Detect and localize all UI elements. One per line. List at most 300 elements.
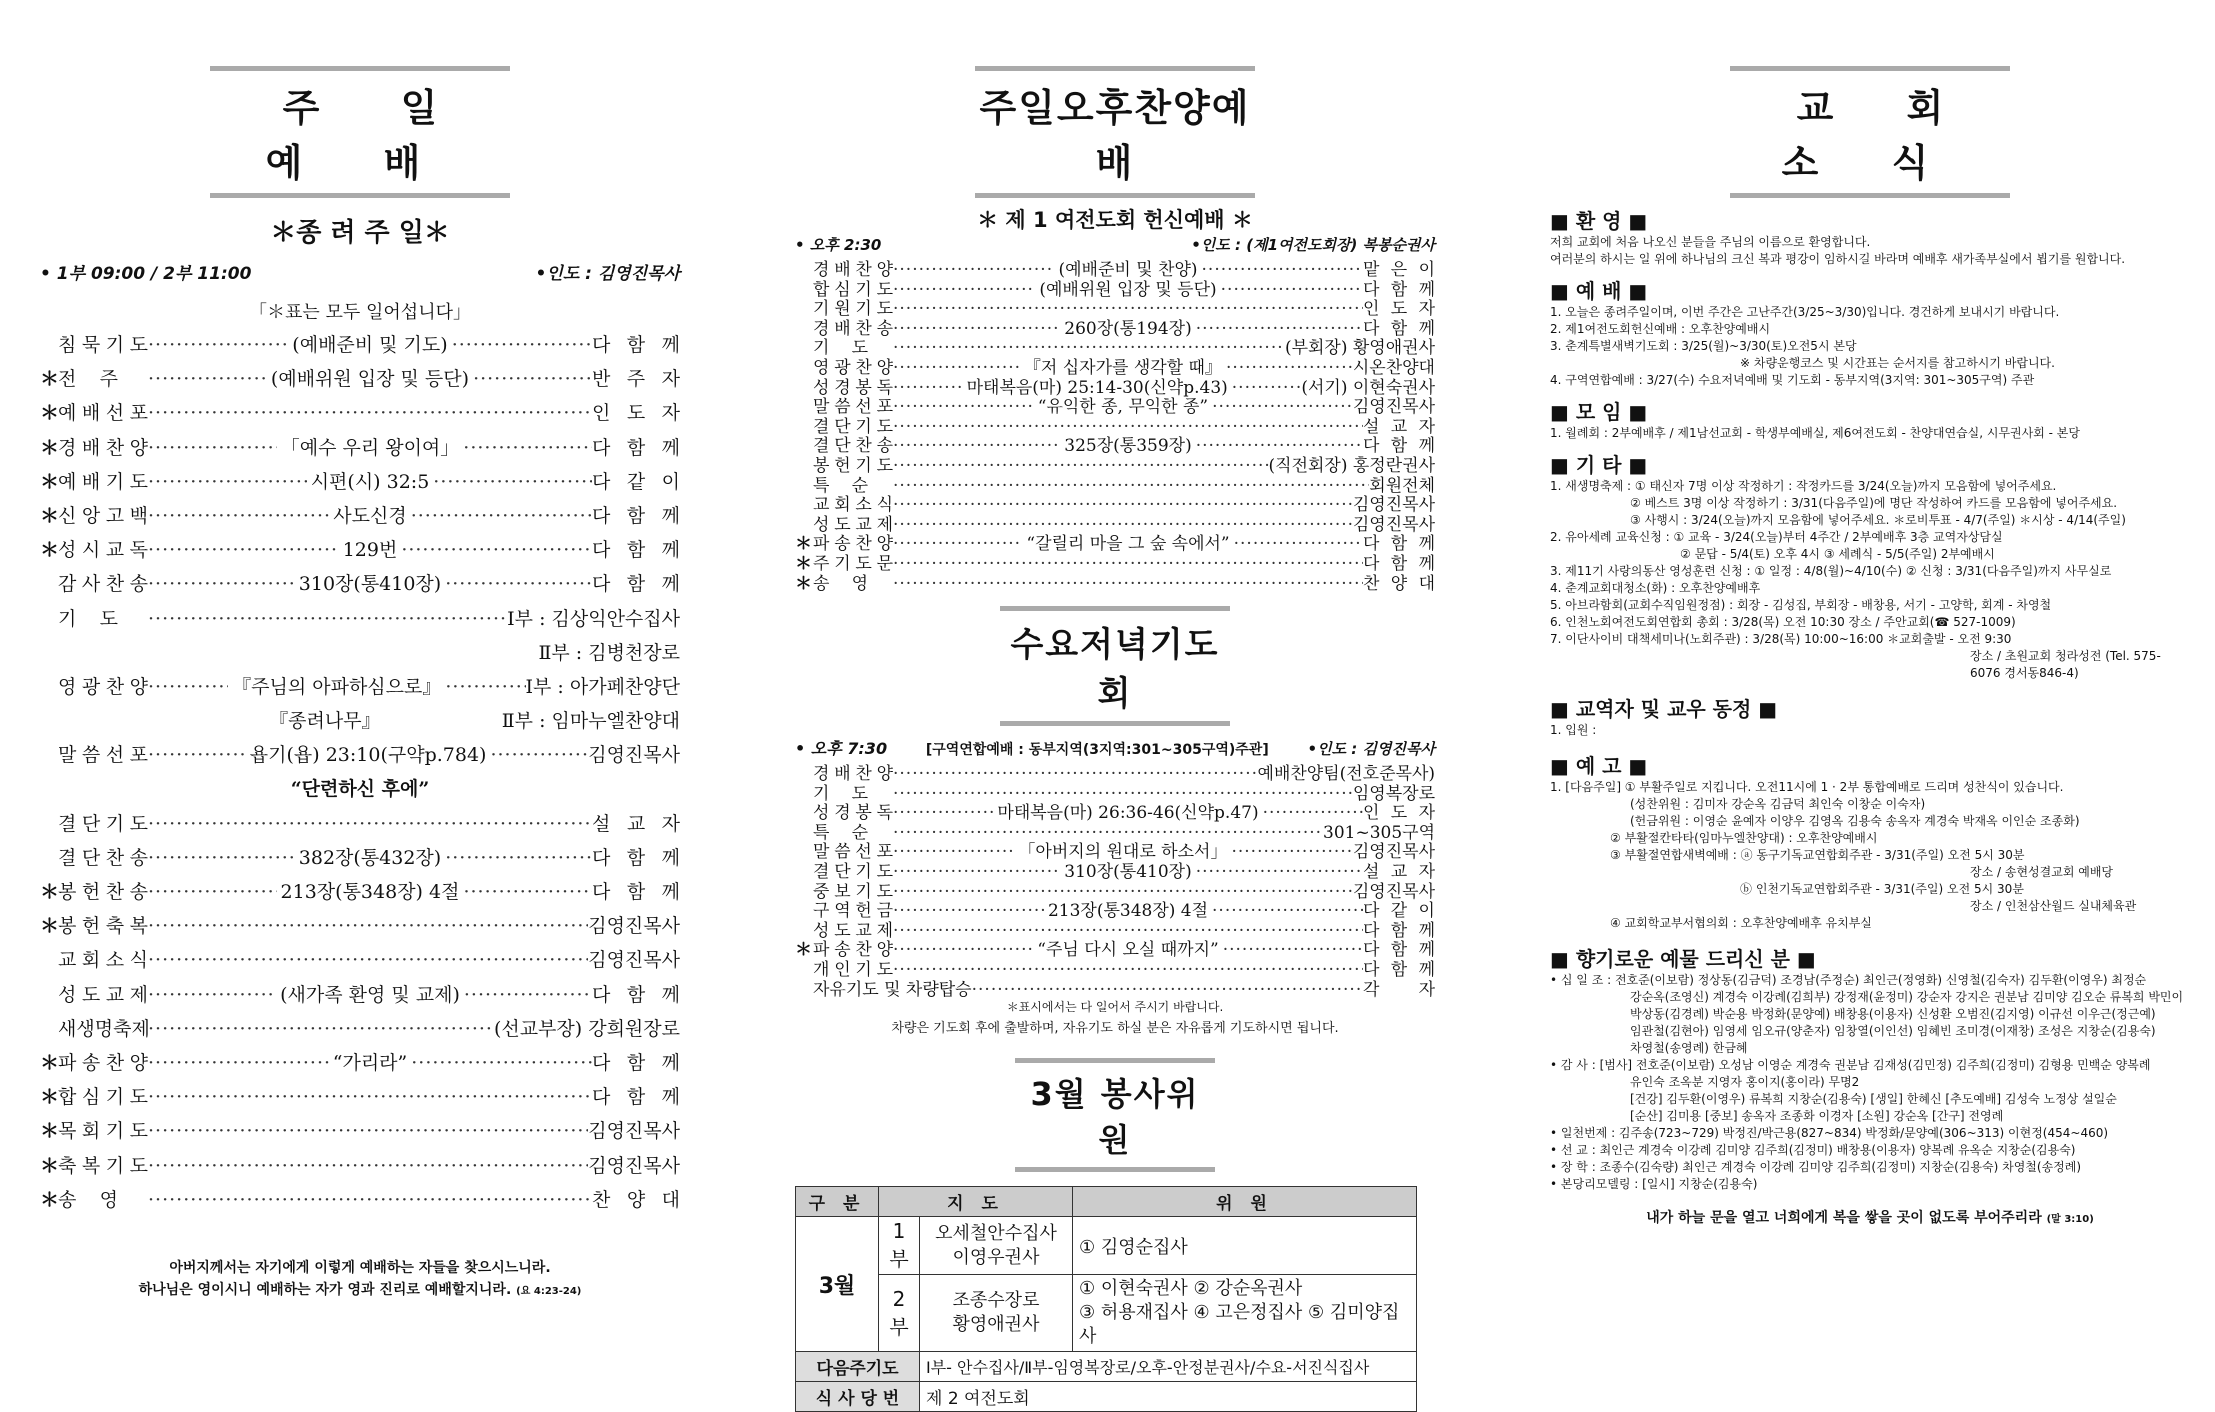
sunday-item-detail: 310장(통410장)	[298, 573, 442, 596]
sunday-leader-dots	[401, 539, 592, 561]
sunday-row	[40, 672, 680, 706]
sunday-row	[40, 911, 680, 945]
wednesday-standing-mark: ＊	[795, 940, 812, 961]
sunday-worship-column	[40, 0, 680, 1298]
news-etc-line: 7. 이단사이비 대책세미나(노회주관) : 3/28(목) 10:00~16:00 ＊교회출발 - 오전 9:30	[1550, 632, 2012, 646]
afternoon-item-person: 다 함 께	[1363, 279, 1435, 300]
wednesday-leader-dots	[893, 862, 1060, 882]
sunday-standing-mark: ＊	[40, 470, 60, 493]
committee-row-part1	[796, 1217, 1417, 1275]
next-prayer-value: Ⅰ부- 안수집사/Ⅱ부-임영복장로/오후-안정분권사/수요-서진식집사	[920, 1352, 1417, 1382]
news-offering-heading: ■ 향기로운 예물 드리신 분 ■	[1550, 947, 1816, 971]
sunday-footer-line2: 하나님은 영이시니 예배하는 자가 영과 진리로 예배할지니라. (요 4:23-24)	[138, 1281, 582, 1298]
sunday-leader-dots	[148, 539, 339, 561]
news-welcome-line: 여러분의 하시는 일 위에 하나님의 크신 복과 평강이 임하시길 바라며 예배후 새가족부실에서 뵙기를 원합니다.	[1550, 252, 2126, 266]
sunday-row	[40, 809, 680, 843]
wednesday-item-label: 구 역 헌 금	[813, 901, 893, 922]
sunday-row	[40, 330, 680, 364]
wednesday-item-label: 특 순	[813, 822, 868, 843]
sunday-title: 주 일 예 배	[210, 66, 510, 198]
wednesday-item-detail: 「아버지의 원대로 하소서」	[1018, 842, 1228, 863]
sunday-standing-mark: ＊	[40, 1120, 60, 1143]
sunday-item-person: 다 함 께	[591, 573, 680, 596]
sunday-item-label: 파 송 찬 양	[58, 1051, 148, 1074]
sunday-item-person: 김영진목사	[588, 744, 680, 767]
afternoon-item-person: (부회장) 황영애권사	[1284, 338, 1435, 359]
afternoon-item-person: 시온찬양대	[1352, 357, 1435, 378]
afternoon-item-label: 주 기 도 문	[813, 553, 893, 574]
afternoon-item-detail: 260장(통194장)	[1064, 318, 1192, 339]
sunday-row	[40, 1014, 680, 1048]
wednesday-item-person: 301~305구역	[1323, 822, 1435, 843]
wednesday-item-label: 중 보 기 도	[813, 881, 893, 902]
sunday-standing-mark: ＊	[40, 1051, 60, 1074]
committee-row-meal	[796, 1382, 1417, 1412]
sunday-item-label: 목 회 기 도	[58, 1120, 148, 1143]
news-notice-line: ⓑ 인천기독교연합회주관 - 3/31(주일) 오전 5시 30분	[1740, 882, 2024, 896]
sunday-standing-mark: ＊	[40, 1086, 60, 1109]
afternoon-item-label: 파 송 찬 양	[813, 534, 893, 555]
sunday-row	[40, 945, 680, 979]
sunday-row	[40, 1185, 680, 1219]
sunday-leader-dots	[148, 984, 276, 1006]
sunday-item-person: 다 함 께	[592, 983, 680, 1006]
sunday-item-label: 봉 헌 축 복	[58, 915, 148, 938]
committee-part1-members: ① 김영순집사	[1073, 1217, 1417, 1275]
sunday-item-label: 결 단 기 도	[58, 812, 148, 835]
afternoon-item-person: 회원전체	[1369, 475, 1435, 496]
wednesday-item-person: 예배찬양팀(전호준목사)	[1257, 764, 1435, 785]
news-notice-line: 1. [다음주일] ① 부활주일로 지킵니다. 오전11시에 1 · 2부 통합예배로 드리며 성찬식이 있습니다.	[1550, 780, 2064, 794]
news-notice-line: ④ 교회학교부서협의회 : 오후찬양예배후 유치부실	[1610, 916, 1872, 930]
sunday-item-person: 다 같 이	[592, 470, 680, 493]
afternoon-leader-dots	[893, 476, 1369, 496]
afternoon-item-label: 성 경 봉 독	[813, 377, 893, 398]
sunday-item-detail: 213장(통348장) 4절	[280, 881, 460, 903]
sunday-leader-dots	[148, 915, 588, 937]
sunday-standing-mark: ＊	[40, 368, 60, 391]
wednesday-leader-dots	[1196, 862, 1363, 882]
committee-header-members: 위 원	[1073, 1187, 1417, 1217]
committee-part1-name: 1부	[879, 1217, 920, 1275]
sunday-row	[40, 433, 680, 467]
sunday-item-label: 예 배 기 도	[58, 470, 148, 493]
sunday-standing-mark: ＊	[40, 504, 60, 527]
afternoon-item-person: 다 함 께	[1363, 318, 1435, 339]
sunday-leader-dots	[148, 1189, 592, 1211]
news-title: 교 회 소 식	[1730, 66, 2010, 198]
sunday-row	[40, 638, 680, 672]
sunday-item-detail: 시편(시) 32:5	[310, 470, 430, 493]
news-etc-line: 3. 제11기 사랑의동산 영성훈련 신청 : ① 일정 : 4/8(월)~4/10(수) ② 신청 : 3/31(다음주일)까지 사무실로	[1550, 564, 2112, 578]
news-etc-line: ③ 사행시 : 3/24(오늘)까지 모음함에 넣어주세요. ＊로비투표 - 4/7(주일) ＊시상 - 4/14(주일)	[1630, 513, 2126, 527]
afternoon-row	[795, 255, 1435, 280]
sunday-item-label: 기 도	[58, 607, 118, 630]
news-etc-line: 6. 인천노회여전도회연합회 총회 : 3/28(목) 오전 10:30 장소 / 주안교회(☎ 527-1009)	[1550, 615, 2016, 629]
wednesday-meta	[795, 736, 1435, 759]
sunday-row	[40, 877, 680, 911]
afternoon-standing-mark: ＊	[795, 553, 812, 574]
sunday-standing-note: 「＊표는 모두 일어섭니다」	[249, 302, 471, 323]
afternoon-item-detail: 325장(통359장)	[1064, 436, 1192, 457]
committee-part2-leaders: 조종수장로 황영애권사	[920, 1275, 1073, 1352]
sunday-item-person: 설 교 자	[592, 812, 680, 835]
sunday-meta	[40, 259, 680, 284]
news-offering-line: • 본당리모델링 : [일시] 지창순(김용숙)	[1550, 1177, 1758, 1191]
sunday-leader-dots	[148, 744, 246, 766]
sunday-item-detail: (예배준비 및 기도)	[292, 334, 448, 356]
sunday-subtitle: ＊종 려 주 일＊	[270, 218, 450, 248]
afternoon-item-detail: (예배위원 입장 및 등단)	[1039, 279, 1217, 300]
sunday-item-detail: 『주님의 아파하심으로』	[232, 675, 442, 698]
sunday-row	[40, 535, 680, 569]
sunday-standing-mark: ＊	[40, 915, 60, 938]
church-news-column	[1550, 0, 2190, 1240]
news-offering-line: 강순옥(조영신) 계경숙 이강례(김희부) 강정재(윤정미) 강순자 강지은 권분남 김미양 김오순 류복희 박민이	[1630, 990, 2184, 1004]
afternoon-item-person: 김영진목사	[1352, 495, 1435, 516]
afternoon-item-person: 김영진목사	[1352, 514, 1435, 535]
sunday-standing-mark: ＊	[40, 1154, 60, 1177]
sunday-leader-dots	[148, 949, 588, 971]
sunday-item-label: 경 배 찬 양	[58, 436, 148, 459]
afternoon-time: • 오후 2:30	[795, 236, 882, 254]
sunday-leader-dots	[445, 847, 592, 869]
sunday-leader-dots	[411, 505, 592, 527]
wednesday-item-label: 성 도 교 제	[813, 920, 893, 941]
wednesday-order-list	[795, 759, 1435, 1000]
news-meeting-heading: ■ 모 임 ■	[1550, 400, 1648, 424]
wednesday-item-label: 자유기도 및 차량탑승	[813, 979, 972, 1000]
news-offering-line: [순산] 김미용 [중보] 송옥자 조종화 이경자 [소원] 강순옥 [간구] 전영례	[1630, 1109, 2004, 1123]
sunday-row	[40, 467, 680, 501]
afternoon-item-label: 성 도 교 제	[813, 514, 893, 535]
wednesday-row	[795, 759, 1435, 785]
afternoon-leader-dots	[893, 260, 1054, 280]
afternoon-item-person: 찬 양 대	[1363, 573, 1435, 594]
sunday-item-person: 찬 양 대	[592, 1188, 680, 1211]
wednesday-item-label: 말 씀 선 포	[813, 842, 893, 863]
afternoon-item-label: 기 도	[813, 338, 868, 359]
sunday-item-label: 감 사 찬 송	[58, 573, 148, 596]
sunday-item-label: 합 심 기 도	[58, 1086, 148, 1109]
sunday-leader-dots	[148, 1155, 588, 1177]
sunday-item-person: Ⅱ부 : 임마누엘찬양대	[501, 710, 680, 733]
afternoon-leader-dots	[893, 436, 1060, 456]
sunday-item-detail: 「예수 우리 왕이여」	[280, 436, 460, 459]
committee-part2-members: ① 이현숙권사 ② 강순옥권사 ③ 허용재집사 ④ 고은정집사 ⑤ 김미양집사	[1073, 1275, 1417, 1352]
news-meeting-line: 1. 월례회 : 2부예배후 / 제1남선교회 - 학생부예배실, 제6여전도회 - 찬양대연습실, 시무권사회 - 본당	[1550, 426, 2080, 440]
afternoon-item-label: 봉 헌 기 도	[813, 455, 893, 476]
sunday-leader-dots	[148, 813, 592, 835]
wednesday-item-person: 김영진목사	[1352, 842, 1435, 863]
sunday-row	[40, 1116, 680, 1150]
sunday-leader-dots	[445, 676, 525, 698]
wednesday-leader-dots	[1212, 901, 1363, 921]
next-prayer-label: 다음주기도	[796, 1352, 920, 1382]
committee-title: 3월 봉사위원	[1015, 1058, 1215, 1172]
meal-value: 제 2 여전도회	[920, 1382, 1417, 1412]
afternoon-leader-dots	[893, 319, 1060, 339]
news-offering-line: [건강] 김두환(이영우) 류복희 지창순(김용숙) [생일] 한혜신 [추도예배] 김성숙 노정상 설일순	[1630, 1092, 2117, 1106]
sunday-item-label: 봉 헌 찬 송	[58, 881, 148, 903]
sunday-leader-dots	[148, 1120, 588, 1142]
afternoon-standing-mark: ＊	[795, 534, 812, 555]
news-notice-line: ③ 부활절연합새벽예배 : ⓐ 동구기독교연합회주관 - 3/31(주일) 오전 5시 30분	[1610, 848, 2025, 862]
sunday-leader-dots	[148, 1052, 329, 1074]
committee-month: 3월	[796, 1217, 879, 1352]
sunday-item-label: 신 앙 고 백	[58, 504, 148, 527]
sunday-item-label: 교 회 소 식	[58, 949, 148, 972]
wednesday-item-person: 다 함 께	[1363, 940, 1435, 961]
afternoon-leader-dots	[893, 397, 1034, 417]
news-staff-list	[1550, 722, 2190, 739]
sunday-item-person: 인 도 자	[592, 402, 680, 425]
sunday-leader: •인도 : 김영진목사	[535, 264, 680, 284]
news-notice-line: (헌금위원 : 이영순 윤예자 이양우 김영옥 김용숙 송옥자 계경숙 박재옥 이인순 조종화)	[1630, 814, 2080, 828]
wednesday-leader-dots	[893, 803, 993, 823]
sunday-row	[40, 740, 680, 774]
wednesday-note2: 차량은 기도회 후에 출발하며, 자유기도 하실 분은 자유롭게 기도하시면 됩니다.	[891, 1021, 1339, 1037]
news-etc-heading: ■ 기 타 ■	[1550, 453, 1648, 477]
afternoon-item-label: 영 광 찬 양	[813, 357, 893, 378]
news-etc-line: 4. 춘계교회대청소(화) : 오후찬양예배후	[1550, 581, 1761, 595]
sunday-item-person: Ⅰ부 : 아가페찬양단	[525, 675, 680, 698]
news-notice-line: ② 부활절칸타타(임마누엘찬양대) : 오후찬양예배시	[1610, 831, 1878, 845]
afternoon-leader-dots	[1234, 534, 1363, 554]
sunday-row	[40, 1048, 680, 1082]
news-staff-line: 1. 입원 :	[1550, 723, 1597, 737]
afternoon-item-person: 다 함 께	[1363, 436, 1435, 457]
sunday-leader-dots	[148, 505, 329, 527]
sunday-item-detail: (예배위원 입장 및 등단)	[270, 368, 470, 391]
afternoon-item-person: 맡 은 이	[1363, 260, 1435, 280]
sunday-item-label: 침 묵 기 도	[58, 334, 148, 356]
sunday-item-detail: 382장(통432장)	[298, 846, 442, 869]
wednesday-leader-dots	[893, 764, 1258, 784]
committee-row-next-prayer	[796, 1352, 1417, 1382]
afternoon-leader-dots	[893, 456, 1269, 476]
news-worship-line: 3. 춘계특별새벽기도회 : 3/25(월)~3/30(토)오전5시 본당	[1550, 339, 1857, 353]
sunday-item-person: 김영진목사	[588, 1120, 680, 1143]
sunday-row	[40, 706, 680, 740]
sunday-row	[40, 398, 680, 432]
sunday-item-label: 예 배 선 포	[58, 402, 148, 425]
sunday-order-list	[40, 330, 680, 1219]
wednesday-item-label: 경 배 찬 양	[813, 764, 893, 785]
wednesday-item-person: 다 함 께	[1363, 960, 1435, 981]
afternoon-item-person: 설 교 자	[1363, 416, 1435, 437]
sunday-leader-dots	[148, 437, 277, 459]
afternoon-item-label: 말 씀 선 포	[813, 397, 893, 418]
sunday-leader-dots	[411, 1052, 592, 1074]
afternoon-leader-dots	[893, 378, 963, 398]
sunday-leader-dots	[148, 402, 592, 424]
wednesday-leader-dots	[1223, 940, 1363, 960]
news-etc-line: ② 문답 - 5/4(토) 오후 4시 ③ 세례식 - 5/5(주일) 2부예배시	[1680, 547, 1995, 561]
wednesday-note1: ＊표시에서는 다 일어서 주시기 바랍니다.	[1006, 1000, 1224, 1015]
news-offering-line: • 십 일 조 : 전호준(이보람) 정상동(김금덕) 조경남(주정순) 최인근(정영화) 신영철(김숙자) 김두환(이영우) 최정순	[1550, 973, 2147, 987]
wednesday-item-detail: “주님 다시 오실 때까지”	[1037, 940, 1219, 961]
sunday-item-label: 새 생 명 축 제	[58, 1017, 150, 1040]
afternoon-item-label: 결 단 찬 송	[813, 436, 893, 457]
sunday-leader-dots	[148, 676, 228, 698]
news-body	[1550, 208, 2190, 1193]
sunday-item-person: 다 함 께	[592, 539, 680, 562]
wednesday-item-label: 개 인 기 도	[813, 960, 893, 981]
wednesday-leader: •인도 : 김영진목사	[1307, 740, 1435, 759]
wednesday-time: • 오후 7:30	[795, 739, 888, 759]
news-etc-line: 1. 새생명축제 : ① 태신자 7명 이상 작정하기 : 작정카드를 3/24(오늘)까지 모음함에 넣어주세요.	[1550, 479, 2057, 493]
sunday-item-person: Ⅱ부 : 김병천장로	[538, 641, 680, 664]
afternoon-leader-dots	[1212, 397, 1353, 417]
wednesday-item-label: 파 송 찬 양	[813, 940, 893, 961]
committee-header-division: 구 분	[796, 1187, 879, 1217]
wednesday-item-label: 기 도	[813, 783, 868, 804]
sunday-standing-mark: ＊	[40, 1188, 60, 1211]
afternoon-leader-dots	[893, 574, 1363, 594]
sunday-leader-dots	[463, 437, 592, 459]
committee-header-row	[796, 1187, 1417, 1217]
sunday-row	[40, 1082, 680, 1116]
sunday-item-person: 다 함 께	[591, 504, 680, 527]
sunday-row	[40, 501, 680, 535]
sunday-item-label: 성 도 교 제	[58, 983, 148, 1006]
wednesday-leader-dots	[893, 842, 1014, 862]
wednesday-leader-dots	[893, 901, 1044, 921]
sunday-footer-line1: 아버지께서는 자기에게 이렇게 예배하는 자들을 찾으시느니라.	[169, 1259, 551, 1276]
sunday-leader-dots	[148, 847, 295, 869]
news-etc-list	[1550, 478, 2190, 682]
afternoon-item-label: 합 심 기 도	[813, 279, 893, 300]
afternoon-leader-dots	[893, 280, 1035, 300]
sunday-item-person: 다 함 께	[591, 334, 680, 356]
news-offering-line: 유인숙 조옥분 지영자 홍이지(홍이라) 무명2	[1630, 1075, 1860, 1089]
sunday-leader-dots	[473, 368, 592, 390]
sunday-item-label: 송 영	[58, 1188, 118, 1211]
sunday-leader-dots	[148, 1018, 494, 1040]
committee-row-part2	[796, 1275, 1417, 1352]
sunday-item-person: 김영진목사	[588, 915, 680, 938]
sunday-item-person: 다 함 께	[592, 1051, 680, 1074]
afternoon-item-person: 인 도 자	[1363, 299, 1435, 320]
afternoon-item-label: 경 배 찬 양	[813, 260, 893, 280]
afternoon-meta	[795, 234, 1435, 255]
news-etc-line: ② 베스트 3명 이상 작정하기 : 3/31(다음주일)에 명단 작성하여 카드를 모음함에 넣어주세요.	[1630, 496, 2118, 510]
afternoon-subtitle: ＊ 제 1 여전도회 헌신예배 ＊	[977, 208, 1253, 232]
sunday-row	[40, 1151, 680, 1185]
news-etc-line: 5. 아브라함회(교회수직임원정점) : 회장 - 김성집, 부회장 - 배창용, 서기 - 고양학, 회계 - 차영철	[1550, 598, 2052, 612]
afternoon-item-person: (직전회장) 홍정란권사	[1268, 455, 1435, 476]
committee-part1-leaders: 오세철안수집사 이영우권사	[920, 1217, 1073, 1275]
sunday-item-person: 반 주 자	[591, 368, 680, 391]
sunday-leader-dots	[452, 334, 592, 356]
sunday-leader-dots	[148, 573, 295, 595]
wednesday-leader-dots	[972, 980, 1363, 1000]
wednesday-leader-dots	[893, 940, 1033, 960]
afternoon-leader-dots	[1202, 260, 1363, 280]
afternoon-item-person: 다 함 께	[1363, 553, 1435, 574]
sunday-standing-mark: ＊	[40, 402, 60, 425]
news-offering-list	[1550, 972, 2190, 1193]
afternoon-item-label: 특 순	[813, 475, 868, 496]
sunday-item-person: 김영진목사	[588, 949, 680, 972]
sunday-row	[40, 364, 680, 398]
afternoon-leader-dots	[1221, 280, 1363, 300]
wednesday-title: 수요저녁기도회	[1000, 606, 1230, 726]
afternoon-leader: •인도 : (제1여전도회장) 복봉순권사	[1191, 236, 1435, 254]
wednesday-group: [구역연합예배 : 동부지역(3지역:301~305구역)주관]	[925, 742, 1269, 759]
news-worship-line: 1. 오늘은 종려주일이며, 이번 주간은 고난주간(3/25~3/30)입니다. 경건하게 보내시기 바랍니다.	[1550, 305, 2060, 319]
sunday-leader-dots	[148, 334, 288, 356]
news-notice-list	[1550, 779, 2190, 932]
sunday-item-person: 다 함 께	[592, 436, 680, 459]
afternoon-order-list	[795, 255, 1435, 594]
news-footer: 내가 하늘 문을 열고 너희에게 복을 쌓을 곳이 없도록 부어주리라 (말 3:10)	[1646, 1210, 2094, 1226]
news-offering-line: 임관철(김현아) 임영세 임오규(양춘자) 임창열(이인선) 임혜빈 조미경(이재창) 조성은 지창순(김용숙)	[1630, 1024, 2156, 1038]
sunday-leader-dots	[148, 1086, 592, 1108]
news-notice-line: (성찬위원 : 김미자 강순옥 김금덕 최인숙 이창순 이숙자)	[1630, 797, 1926, 811]
afternoon-title: 주일오후찬양예배	[975, 66, 1255, 198]
wednesday-item-detail: 213장(통348장) 4절	[1047, 901, 1209, 922]
sunday-footer	[40, 1257, 680, 1303]
wednesday-item-label: 결 단 기 도	[813, 862, 893, 883]
committee-header-leader: 지 도	[879, 1187, 1073, 1217]
news-notice-line: 장소 / 송현성결교회 예배당	[1970, 865, 2113, 879]
news-notice-line: 장소 / 인천삼산월드 실내체육관	[1970, 899, 2137, 913]
news-offering-line: • 감 사 : [범사] 전호준(이보람) 오성남 이영순 계경숙 권분남 김재성(김민정) 김주희(김정미) 김형용 민백순 양복례	[1550, 1058, 2151, 1072]
sunday-item-detail: (새가족 환영 및 교제)	[280, 983, 460, 1006]
afternoon-leader-dots	[893, 495, 1353, 515]
afternoon-item-person: 다 함 께	[1363, 534, 1435, 555]
afternoon-item-label: 교 회 소 식	[813, 495, 893, 516]
sunday-leader-dots	[148, 608, 507, 630]
afternoon-standing-mark: ＊	[795, 573, 812, 594]
news-etc-line: 장소 / 초원교회 청라성전 (Tel. 575-6076 경서동846-4)	[1970, 649, 2161, 680]
news-notice-heading: ■ 예 고 ■	[1550, 754, 1648, 778]
wednesday-item-person: 임영복장로	[1352, 783, 1435, 804]
sunday-item-detail: 129번	[342, 539, 398, 562]
sunday-item-person: Ⅰ부 : 김상익안수집사	[507, 607, 680, 630]
sunday-leader-dots	[433, 471, 592, 493]
sunday-time: • 1부 09:00 / 2부 11:00	[40, 264, 252, 284]
sunday-row	[40, 980, 680, 1014]
news-welcome-list	[1550, 234, 2190, 268]
sunday-row	[40, 569, 680, 603]
afternoon-item-detail: “유익한 종, 무익한 종”	[1037, 397, 1209, 418]
sunday-item-label: 영 광 찬 양	[58, 675, 148, 698]
afternoon-leader-dots	[1232, 378, 1302, 398]
afternoon-item-label: 경 배 찬 송	[813, 318, 893, 339]
sunday-item-label: 전 주	[58, 368, 118, 391]
afternoon-item-person: (서기) 이현숙권사	[1301, 377, 1435, 398]
sunday-item-label: 말 씀 선 포	[58, 744, 148, 767]
wednesday-item-person: 다 같 이	[1362, 901, 1435, 922]
committee-part2-name: 2부	[879, 1275, 920, 1352]
news-welcome-heading: ■ 환 영 ■	[1550, 209, 1648, 233]
sunday-leader-dots	[148, 471, 307, 493]
afternoon-item-label: 기 원 기 도	[813, 299, 893, 320]
wednesday-item-person: 김영진목사	[1352, 881, 1435, 902]
sunday-item-person: (선교부장) 강희원장로	[493, 1017, 680, 1040]
news-worship-line: ※ 차량운행코스 및 시간표는 순서지를 참고하시기 바랍니다.	[1740, 356, 2055, 370]
news-worship-line: 4. 구역연합예배 : 3/27(수) 수요저녁예배 및 기도회 - 동부지역(3지역: 301~305구역) 주관	[1550, 373, 2035, 387]
afternoon-row	[795, 373, 1435, 398]
sunday-item-label: 성 시 교 독	[58, 539, 148, 562]
afternoon-column	[795, 0, 1435, 1410]
sunday-leader-dots	[148, 881, 277, 903]
afternoon-item-detail: “갈릴리 마을 그 숲 속에서”	[1026, 534, 1230, 555]
news-etc-line: 2. 유아세례 교육신청 : ① 교육 - 3/24(오늘)부터 4주간 / 2부예배후 3층 교역자상담실	[1550, 530, 2003, 544]
